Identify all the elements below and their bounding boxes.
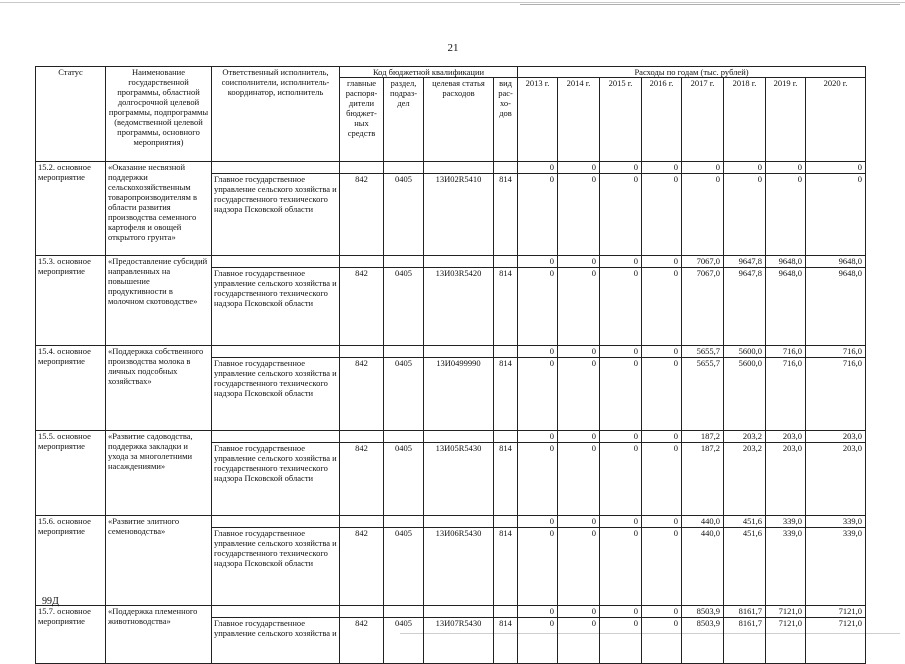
row-value: 0 — [558, 618, 600, 664]
row-target: 13И06R5430 — [424, 528, 494, 606]
row-total-value: 0 — [600, 256, 642, 268]
row-value: 716,0 — [766, 358, 806, 431]
row-value: 0 — [558, 174, 600, 256]
row-total-value: 0 — [518, 256, 558, 268]
row-name: «Предоставление субсидий направленных на повышение продуктивности в молочном скотоводстве» — [106, 256, 212, 346]
row-grbs: 842 — [340, 268, 384, 346]
page-number: 21 — [447, 42, 459, 54]
row-total-value: 716,0 — [766, 346, 806, 358]
row-value: 5655,7 — [682, 358, 724, 431]
scan-edge-top — [0, 2, 905, 3]
row-value: 0 — [518, 618, 558, 664]
header-target: целевая статья расходов — [424, 78, 494, 162]
row-name: «Поддержка собственного производства молока в личных подсобных хозяйствах» — [106, 346, 212, 431]
row-grbs: 842 — [340, 618, 384, 664]
row-blank-cell — [384, 606, 424, 618]
row-value: 0 — [806, 174, 866, 256]
row-section: 0405 — [384, 618, 424, 664]
row-total-value: 7121,0 — [806, 606, 866, 618]
row-total-value: 0 — [682, 162, 724, 174]
row-total-value: 0 — [600, 162, 642, 174]
row-executor: Главное государственное управление сельского хозяйства и государственного технического надзора Псковской области — [212, 268, 340, 346]
row-value: 0 — [558, 443, 600, 516]
row-total-value: 187,2 — [682, 431, 724, 443]
row-value: 0 — [642, 443, 682, 516]
scan-edge-top-dark — [520, 4, 900, 5]
row-total-value: 9647,8 — [724, 256, 766, 268]
row-executor: Главное государственное управление сельского хозяйства и — [212, 618, 340, 664]
row-blank-cell — [424, 431, 494, 443]
row-type: 814 — [494, 528, 518, 606]
row-total-value: 203,0 — [766, 431, 806, 443]
header-year: 2020 г. — [806, 78, 866, 162]
row-value: 7067,0 — [682, 268, 724, 346]
row-value: 0 — [558, 358, 600, 431]
row-value: 440,0 — [682, 528, 724, 606]
row-value: 0 — [600, 443, 642, 516]
row-blank-cell — [424, 606, 494, 618]
row-target: 13И05R5430 — [424, 443, 494, 516]
row-executor-blank — [212, 606, 340, 618]
row-total-value: 0 — [600, 431, 642, 443]
row-value: 0 — [518, 174, 558, 256]
row-value: 203,0 — [766, 443, 806, 516]
header-year: 2013 г. — [518, 78, 558, 162]
row-total-value: 0 — [518, 346, 558, 358]
row-status: 15.3. основное мероприятие — [36, 256, 106, 346]
row-value: 7121,0 — [766, 618, 806, 664]
table-row-total — [36, 516, 866, 528]
row-blank-cell — [494, 256, 518, 268]
row-total-value: 5655,7 — [682, 346, 724, 358]
header-type: вид рас-хо-дов — [494, 78, 518, 162]
row-value: 0 — [766, 174, 806, 256]
row-value: 0 — [724, 174, 766, 256]
row-executor: Главное государственное управление сельского хозяйства и государственного технического надзора Псковской области — [212, 358, 340, 431]
row-blank-cell — [340, 346, 384, 358]
row-type: 814 — [494, 443, 518, 516]
row-executor-blank — [212, 431, 340, 443]
header-year: 2015 г. — [600, 78, 642, 162]
row-executor-blank — [212, 516, 340, 528]
row-name: «Оказание несвязной поддержки сельскохозяйственным товаропроизводителям в области развития производства семенного картофеля и овощей открытого грунта» — [106, 162, 212, 256]
row-status: 15.7. основное мероприятие — [36, 606, 106, 664]
row-value: 203,0 — [806, 443, 866, 516]
row-grbs: 842 — [340, 174, 384, 256]
row-blank-cell — [384, 431, 424, 443]
header-expenses: Расходы по годам (тыс. рублей) — [518, 67, 866, 78]
header-year: 2018 г. — [724, 78, 766, 162]
row-total-value: 0 — [642, 516, 682, 528]
row-total-value: 8503,9 — [682, 606, 724, 618]
row-blank-cell — [494, 606, 518, 618]
row-value: 9647,8 — [724, 268, 766, 346]
row-value: 0 — [518, 268, 558, 346]
row-value: 0 — [558, 528, 600, 606]
row-grbs: 842 — [340, 358, 384, 431]
row-value: 0 — [600, 528, 642, 606]
row-blank-cell — [494, 431, 518, 443]
row-value: 451,6 — [724, 528, 766, 606]
row-value: 8503,9 — [682, 618, 724, 664]
budget-table — [35, 66, 866, 664]
footer-code: 99Д — [42, 596, 59, 607]
row-total-value: 0 — [642, 606, 682, 618]
row-status: 15.2. основное мероприятие — [36, 162, 106, 256]
row-blank-cell — [424, 162, 494, 174]
row-total-value: 9648,0 — [806, 256, 866, 268]
row-blank-cell — [494, 162, 518, 174]
row-target: 13И03R5420 — [424, 268, 494, 346]
row-name: «Развитие садоводства, поддержка закладки и ухода за многолетними насаждениями» — [106, 431, 212, 516]
table-row-total — [36, 162, 866, 174]
row-total-value: 7067,0 — [682, 256, 724, 268]
row-total-value: 339,0 — [806, 516, 866, 528]
row-value: 0 — [518, 358, 558, 431]
row-total-value: 0 — [558, 256, 600, 268]
row-total-value: 0 — [766, 162, 806, 174]
table-row-total — [36, 606, 866, 618]
row-target: 13И02R5410 — [424, 174, 494, 256]
row-value: 0 — [682, 174, 724, 256]
row-value: 0 — [518, 443, 558, 516]
row-executor: Главное государственное управление сельского хозяйства и государственного технического надзора Псковской области — [212, 174, 340, 256]
row-value: 0 — [600, 358, 642, 431]
row-total-value: 440,0 — [682, 516, 724, 528]
row-type: 814 — [494, 174, 518, 256]
row-value: 339,0 — [806, 528, 866, 606]
row-total-value: 5600,0 — [724, 346, 766, 358]
row-blank-cell — [340, 256, 384, 268]
row-value: 339,0 — [766, 528, 806, 606]
row-total-value: 203,2 — [724, 431, 766, 443]
row-total-value: 0 — [806, 162, 866, 174]
row-type: 814 — [494, 268, 518, 346]
row-total-value: 0 — [600, 346, 642, 358]
header-year: 2014 г. — [558, 78, 600, 162]
row-grbs: 842 — [340, 528, 384, 606]
row-total-value: 0 — [518, 431, 558, 443]
header-year: 2016 г. — [642, 78, 682, 162]
row-blank-cell — [340, 431, 384, 443]
row-total-value: 7121,0 — [766, 606, 806, 618]
row-executor: Главное государственное управление сельского хозяйства и государственного технического надзора Псковской области — [212, 443, 340, 516]
row-blank-cell — [494, 516, 518, 528]
header-budget-code: Код бюджетной квалификации — [340, 67, 518, 78]
row-total-value: 9648,0 — [766, 256, 806, 268]
row-blank-cell — [384, 516, 424, 528]
row-blank-cell — [494, 346, 518, 358]
row-total-value: 0 — [642, 346, 682, 358]
row-value: 0 — [600, 618, 642, 664]
row-status: 15.5. основное мероприятие — [36, 431, 106, 516]
header-name: Наименование государственной программы, областной долгосрочной целевой программы, подпрограммы (ведомственной целевой программы, основного мероприятия) — [106, 67, 212, 162]
row-value: 8161,7 — [724, 618, 766, 664]
row-value: 7121,0 — [806, 618, 866, 664]
row-total-value: 0 — [558, 606, 600, 618]
row-value: 0 — [642, 268, 682, 346]
row-value: 0 — [642, 358, 682, 431]
header-year: 2017 г. — [682, 78, 724, 162]
header-year: 2019 г. — [766, 78, 806, 162]
row-blank-cell — [424, 256, 494, 268]
row-blank-cell — [384, 256, 424, 268]
row-blank-cell — [340, 162, 384, 174]
table-header — [36, 67, 866, 162]
row-blank-cell — [384, 346, 424, 358]
row-value: 716,0 — [806, 358, 866, 431]
row-value: 203,2 — [724, 443, 766, 516]
row-value: 9648,0 — [766, 268, 806, 346]
row-name: «Поддержка племенного животноводства» — [106, 606, 212, 664]
row-grbs: 842 — [340, 443, 384, 516]
table-row-total — [36, 431, 866, 443]
row-value: 0 — [518, 528, 558, 606]
row-value: 0 — [558, 268, 600, 346]
table-row-total — [36, 256, 866, 268]
row-blank-cell — [340, 606, 384, 618]
row-blank-cell — [424, 346, 494, 358]
row-executor-blank — [212, 346, 340, 358]
row-status: 15.4. основное мероприятие — [36, 346, 106, 431]
row-section: 0405 — [384, 174, 424, 256]
row-target: 13И0499990 — [424, 358, 494, 431]
row-total-value: 8161,7 — [724, 606, 766, 618]
row-total-value: 716,0 — [806, 346, 866, 358]
table-row-total — [36, 346, 866, 358]
row-blank-cell — [424, 516, 494, 528]
row-value: 0 — [642, 174, 682, 256]
table-body — [36, 162, 866, 664]
row-blank-cell — [384, 162, 424, 174]
row-total-value: 0 — [558, 346, 600, 358]
row-total-value: 0 — [600, 606, 642, 618]
row-total-value: 451,6 — [724, 516, 766, 528]
row-total-value: 0 — [642, 162, 682, 174]
row-total-value: 0 — [642, 256, 682, 268]
row-total-value: 0 — [518, 516, 558, 528]
row-section: 0405 — [384, 358, 424, 431]
row-value: 0 — [600, 174, 642, 256]
row-total-value: 0 — [724, 162, 766, 174]
row-value: 9648,0 — [806, 268, 866, 346]
row-name: «Развитие элитного семеноводства» — [106, 516, 212, 606]
row-total-value: 0 — [518, 162, 558, 174]
row-value: 0 — [642, 528, 682, 606]
header-status: Статус — [36, 67, 106, 162]
row-total-value: 0 — [600, 516, 642, 528]
row-total-value: 339,0 — [766, 516, 806, 528]
row-total-value: 0 — [558, 162, 600, 174]
header-section: раздел, подраз-дел — [384, 78, 424, 162]
row-total-value: 203,0 — [806, 431, 866, 443]
row-total-value: 0 — [558, 516, 600, 528]
row-value: 5600,0 — [724, 358, 766, 431]
row-total-value: 0 — [518, 606, 558, 618]
row-value: 0 — [642, 618, 682, 664]
row-total-value: 0 — [642, 431, 682, 443]
header-executor: Ответственный исполнитель, соисполнители, исполнитель-координатор, исполнитель — [212, 67, 340, 162]
row-value: 0 — [600, 268, 642, 346]
row-type: 814 — [494, 618, 518, 664]
row-section: 0405 — [384, 268, 424, 346]
row-section: 0405 — [384, 443, 424, 516]
row-type: 814 — [494, 358, 518, 431]
row-section: 0405 — [384, 528, 424, 606]
row-blank-cell — [340, 516, 384, 528]
row-executor-blank — [212, 162, 340, 174]
row-executor: Главное государственное управление сельского хозяйства и государственного технического надзора Псковской области — [212, 528, 340, 606]
row-total-value: 0 — [558, 431, 600, 443]
row-executor-blank — [212, 256, 340, 268]
header-grbs: главные распоря-дители бюджет-ных средств — [340, 78, 384, 162]
row-status: 15.6. основное мероприятие — [36, 516, 106, 606]
row-value: 187,2 — [682, 443, 724, 516]
row-target: 13И07R5430 — [424, 618, 494, 664]
